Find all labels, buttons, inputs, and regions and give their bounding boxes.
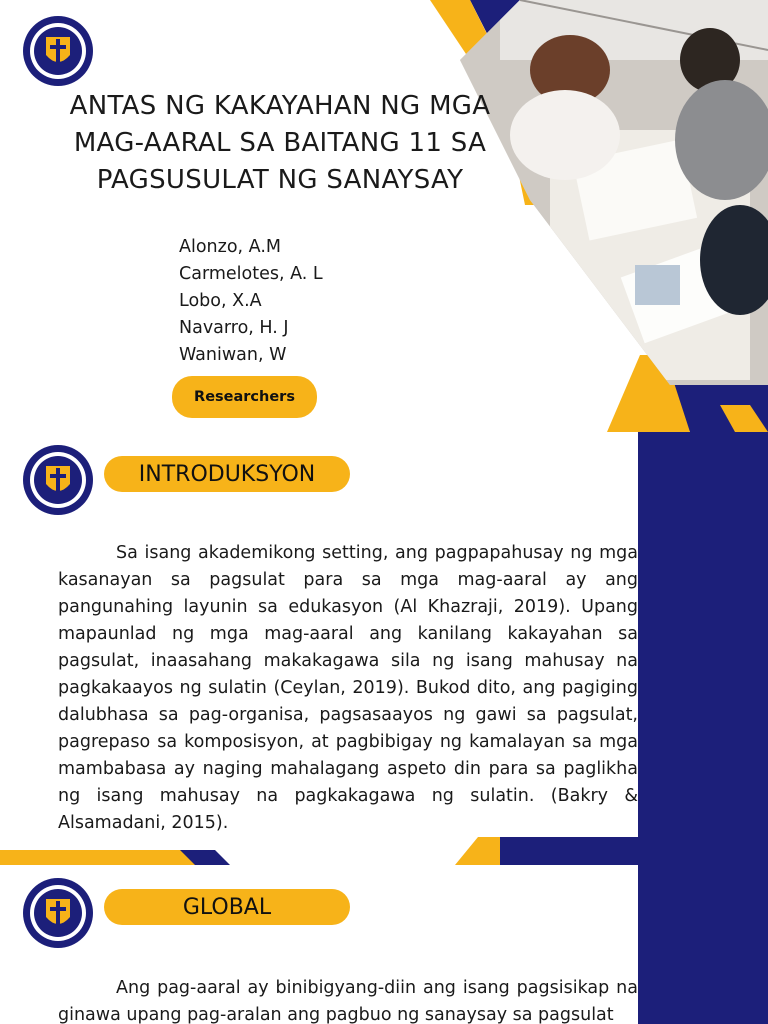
global-slide	[0, 865, 768, 1024]
author-name: Alonzo, A.M	[179, 237, 281, 257]
gold-bottom-corner	[455, 837, 500, 865]
author-list	[179, 234, 323, 369]
title-line: PAGSUSULAT NG SANAYSAY	[96, 165, 464, 195]
author-name: Lobo, X.A	[179, 291, 262, 311]
title-slide	[0, 0, 768, 432]
school-seal-logo	[22, 15, 94, 87]
author-name: Navarro, H. J	[179, 318, 289, 338]
school-seal-logo	[22, 877, 94, 949]
school-seal-logo	[22, 444, 94, 516]
title-line: MAG-AARAL SA BAITANG 11 SA	[73, 128, 487, 158]
section-heading: INTRODUKSYON	[104, 456, 350, 492]
author-name: Carmelotes, A. L	[179, 264, 323, 284]
author-name: Waniwan, W	[179, 345, 287, 365]
presentation-title	[30, 88, 530, 199]
researchers-badge: Researchers	[172, 376, 317, 418]
introduction-paragraph: Sa isang akademikong setting, ang pagpapahusay ng mga kasanayan sa pagsulat para sa mga mag-aaral ay ang pangunahing layunin sa edukasyon (Al Khazraji, 2019). Upang mapaunlad ng mga mag-aaral ang kanilang kakayahan sa pagsulat, inaasahang makakagawa sila ng isang mahusay na pagkakaayos ng sulatin (Ceylan, 2019). Bukod dito, ang pagiging dalubhasa sa pag-organisa, pagsasaayos ng gawi sa pagsulat, pagrepaso sa komposisyon, at pagbibigay ng kamalayan sa mga mambabasa ay naging mahalagang aspeto din para sa paglikha ng isang mahusay na pagkakagawa ng sulatin. (Bakry & Alsamadani, 2015).	[58, 543, 638, 833]
section-heading: GLOBAL	[104, 889, 350, 925]
global-paragraph: Ang pag-aaral ay binibigyang-diin ang isang pagsisikap na ginawa upang pag-aralan ang pagbuo ng sanaysay sa pagsulat	[58, 978, 638, 1024]
title-line: ANTAS NG KAKAYAHAN NG MGA	[69, 91, 491, 121]
introduction-slide	[0, 432, 768, 865]
gold-bottom-bar	[0, 850, 205, 865]
